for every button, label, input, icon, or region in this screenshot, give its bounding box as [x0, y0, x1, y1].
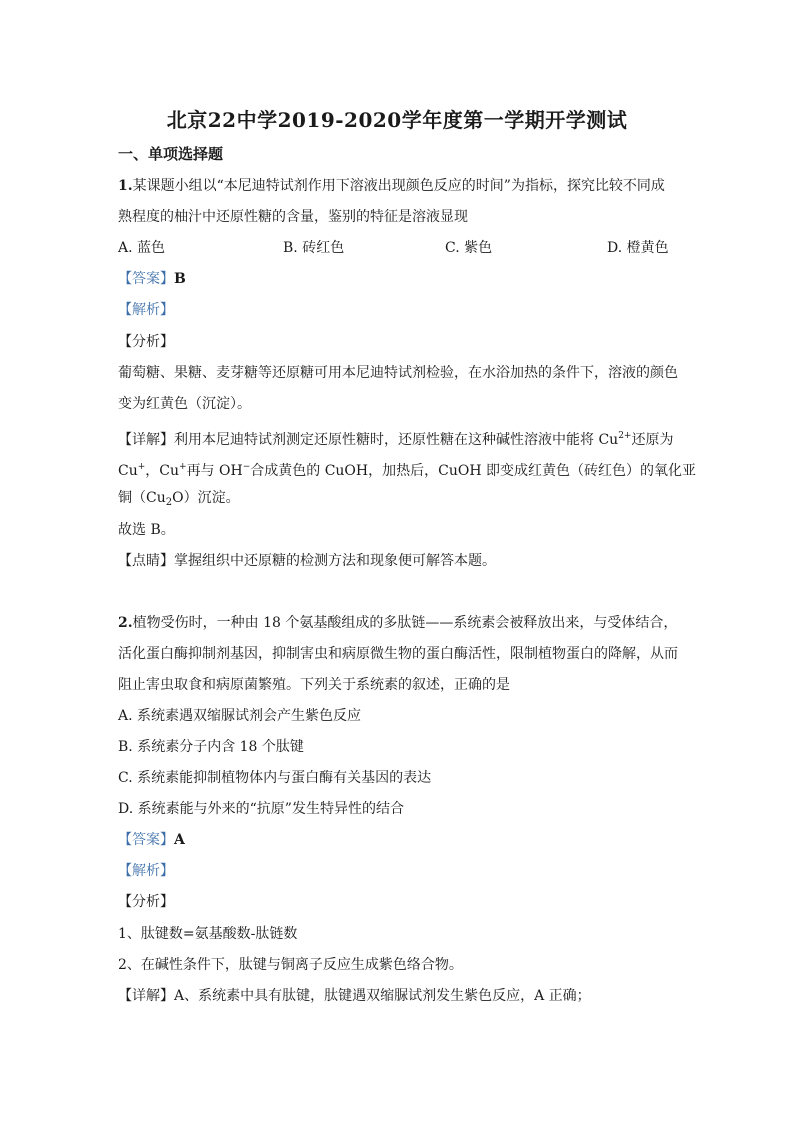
- q2-stem-line3: 阻止害虫取食和病原菌繁殖。下列关于系统素的叙述，正确的是: [118, 677, 510, 693]
- page-title: 北京22中学2019-2020学年度第一学期开学测试: [166, 108, 628, 132]
- q1-conclusion: 故选 B。: [118, 522, 175, 538]
- q2-fenxi-line1: 1、肽键数=氨基酸数-肽链数: [118, 926, 298, 942]
- q1-detail-line1: 【详解】利用本尼迪特试剂测定还原性糖时，还原性糖在这种碱性溶液中能将 $Cu^{2+}$还原为: [118, 431, 674, 448]
- q1-fenxi-line2: 变为红黄色（沉淀）。: [118, 396, 251, 412]
- q1-option-c: C. 紫色: [445, 240, 493, 256]
- q1-fenxi-label: 【分析】: [118, 334, 174, 350]
- q1-stem-line2: 熟程度的柚汁中还原性糖的含量，鉴别的特征是溶液显现: [118, 209, 468, 225]
- q1-stem-line1: 1.某课题小组以“本尼迪特试剂作用下溶液出现颜色反应的时间”为指标，探究比较不同成: [118, 178, 665, 194]
- q1-dianjing: 【点睛】掌握组织中还原糖的检测方法和现象便可解答本题。: [118, 553, 496, 569]
- q2-stem-line2: 活化蛋白酶抑制剂基因，抑制害虫和病原微生物的蛋白酶活性，限制植物蛋白的降解，从而: [118, 646, 678, 662]
- q1-detail-line2: Cu+，Cu+再与 OH−合成黄色的 CuOH，加热后，CuOH 即变成红黄色（砖红色）的氧化亚: [118, 462, 696, 479]
- q2-fenxi-line2: 2、在碱性条件下，肽键与铜离子反应生成紫色络合物。: [118, 957, 463, 973]
- q2-stem-line1: 2.植物受伤时，一种由 18 个氨基酸组成的多肽链——系统素会被释放出来，与受体结合，: [118, 615, 678, 631]
- q1-option-b: B. 砖红色: [283, 240, 345, 256]
- q1-number: 1.: [118, 178, 133, 194]
- q1-fenxi-line1: 葡萄糖、果糖、麦芽糖等还原糖可用本尼迪特试剂检验，在水浴加热的条件下，溶液的颜色: [118, 365, 678, 381]
- q2-detail: 【详解】A、系统素中具有肽键，肽键遇双缩脲试剂发生紫色反应，A 正确；: [118, 988, 591, 1004]
- q2-option-a: A. 系统素遇双缩脲试剂会产生紫色反应: [118, 708, 362, 724]
- q2-answer: 【答案】A: [118, 832, 185, 848]
- section-heading: 一、单项选择题: [118, 145, 224, 163]
- q2-jiexi-label: 【解析】: [118, 863, 174, 879]
- q1-option-d: D. 橙黄色: [607, 240, 669, 256]
- q2-fenxi-label: 【分析】: [118, 894, 174, 910]
- q1-detail-line3: 铜$(Cu_2O)$沉淀。: [118, 490, 240, 508]
- q2-option-c: C. 系统素能抑制植物体内与蛋白酶有关基因的表达: [118, 770, 432, 786]
- q2-number: 2.: [118, 615, 133, 631]
- q2-option-d: D. 系统素能与外来的“抗原”发生特异性的结合: [118, 801, 404, 817]
- q2-option-b: B. 系统素分子内含 18 个肽键: [118, 739, 304, 755]
- q1-option-a: A. 蓝色: [118, 240, 166, 256]
- q1-answer: 【答案】B: [118, 271, 186, 287]
- q1-jiexi-label: 【解析】: [118, 302, 174, 318]
